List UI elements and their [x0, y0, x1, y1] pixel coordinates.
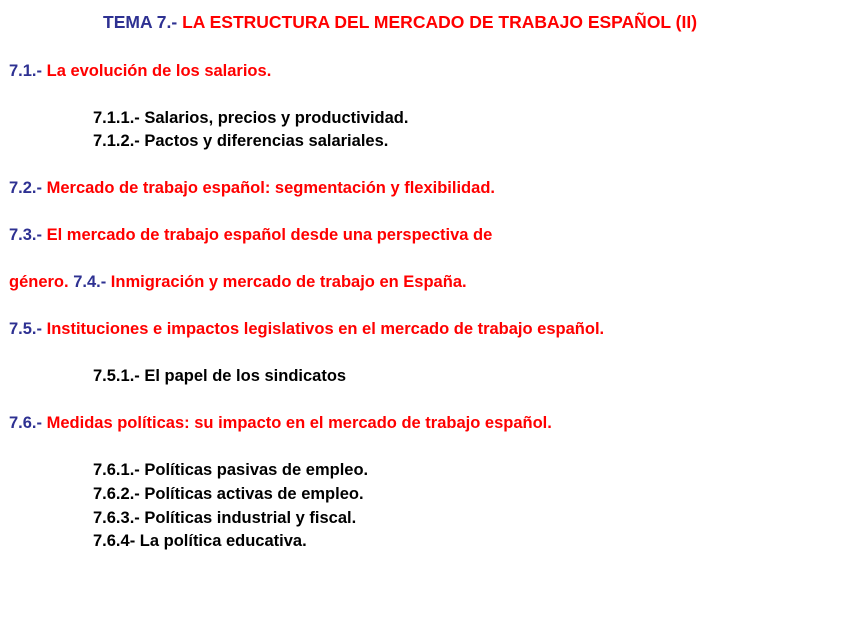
subsection-7-1-2: 7.1.2.- Pactos y diferencias salariales.	[93, 132, 389, 150]
subsection-7-6-2: 7.6.2.- Políticas activas de empleo.	[93, 485, 364, 503]
section-text: Instituciones e impactos legislativos en el mercado de trabajo español.	[42, 320, 605, 338]
section-text: Medidas políticas: su impacto en el mercado de trabajo español.	[42, 414, 552, 432]
subsection-7-6-4: 7.6.4- La política educativa.	[93, 532, 307, 550]
subsection-7-5-1: 7.5.1.- El papel de los sindicatos	[93, 367, 347, 385]
section-number: 7.6.-	[9, 414, 43, 432]
section-heading-7-3	[9, 227, 492, 244]
section-heading-7-4	[9, 274, 467, 291]
section-pre-text: género.	[9, 273, 74, 291]
section-heading-7-6	[9, 415, 552, 432]
section-text: Mercado de trabajo español: segmentación y flexibilidad.	[42, 179, 495, 197]
subsection-7-6-3: 7.6.3.- Políticas industrial y fiscal.	[93, 509, 357, 527]
section-number: 7.3.-	[9, 226, 43, 244]
section-heading-7-2	[9, 180, 495, 197]
section-heading-7-1	[9, 63, 271, 80]
section-heading-7-5	[9, 321, 604, 338]
section-number: 7.1.-	[9, 62, 43, 80]
page-title	[103, 14, 697, 32]
title-text: LA ESTRUCTURA DEL MERCADO DE TRABAJO ESPAÑOL (II)	[177, 12, 698, 32]
section-text: La evolución de los salarios.	[42, 62, 272, 80]
title-number: TEMA 7.-	[103, 12, 178, 32]
subsection-7-1-1: 7.1.1.- Salarios, precios y productividad.	[93, 109, 409, 127]
subsection-7-6-1: 7.6.1.- Políticas pasivas de empleo.	[93, 461, 369, 479]
section-text: Inmigración y mercado de trabajo en España.	[106, 273, 467, 291]
section-number: 7.5.-	[9, 320, 43, 338]
section-number: 7.4.-	[73, 273, 107, 291]
section-text: El mercado de trabajo español desde una perspectiva de	[42, 226, 493, 244]
section-number: 7.2.-	[9, 179, 43, 197]
